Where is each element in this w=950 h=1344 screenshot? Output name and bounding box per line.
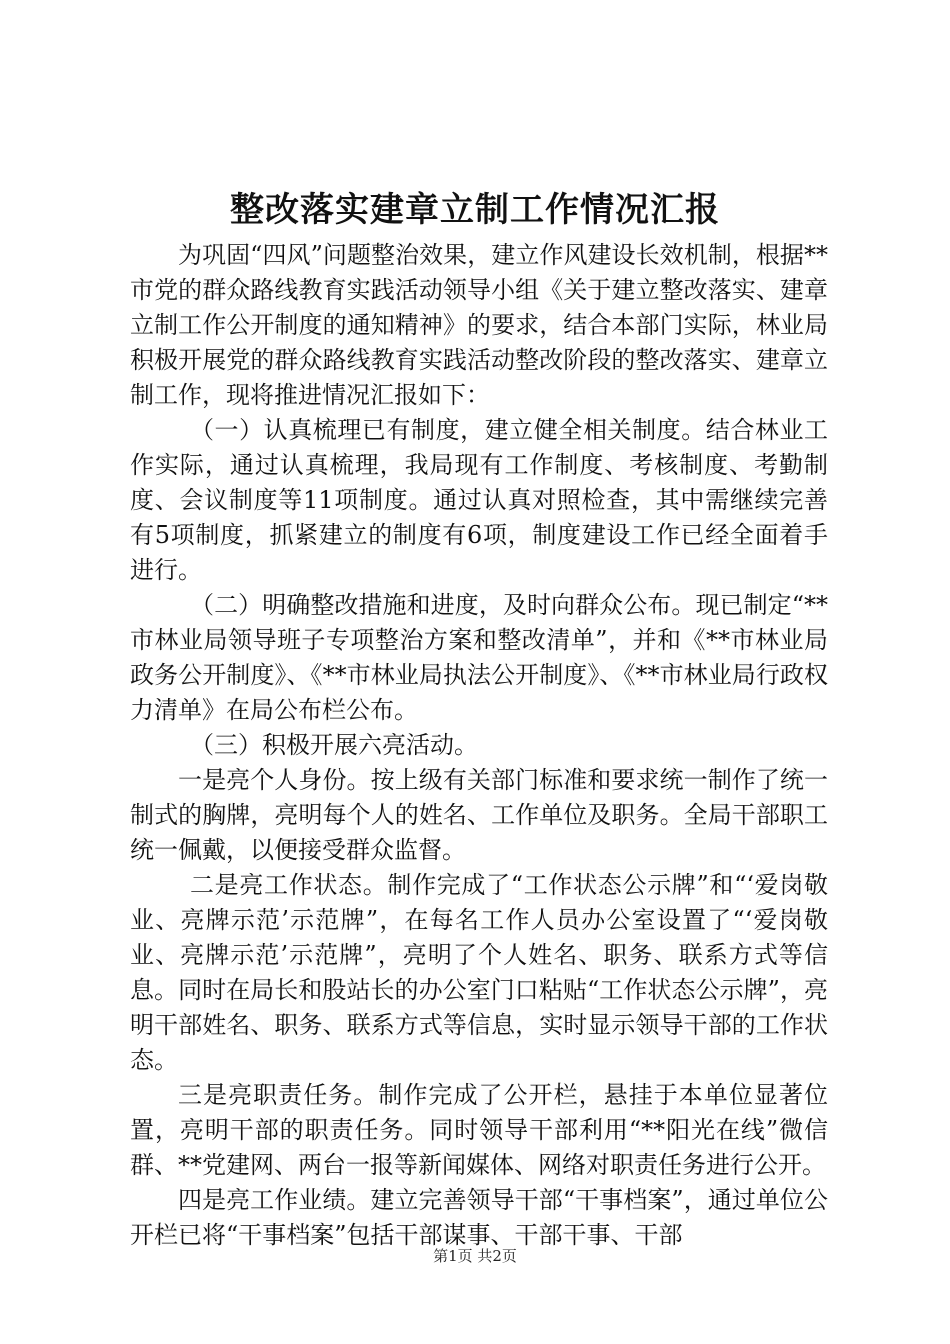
paragraph-section-1: （一）认真梳理已有制度，建立健全相关制度。结合林业工作实际，通过认真梳理，我局现有工作制度、考核制度、考勤制度、会议制度等11项制度。通过认真对照检查，其中需继续完善有5项制度，抓紧建立的制度有6项，制度建设工作已经全面着手进行。 — [130, 416, 828, 584]
paragraph-item-2: 二是亮工作状态。制作完成了“工作状态公示牌”和“‘爱岗敬业、亮牌示范’示范牌”，在每名工作人员办公室设置了“‘爱岗敬业、亮牌示范’示范牌”，亮明了个人姓名、职务、联系方式等信息。同时在局长和股站长的办公室门口粘贴“工作状态公示牌”，亮明干部姓名、职务、联系方式等信息，实时显示领导干部的工作状态。 — [130, 871, 828, 1074]
document-body — [130, 238, 828, 1253]
paragraph-section-2: （二）明确整改措施和进度，及时向群众公布。现已制定“**市林业局领导班子专项整治方案和整改清单”，并和《**市林业局政务公开制度》、《**市林业局执法公开制度》、《**市林业局行政权力清单》在局公布栏公布。 — [130, 591, 828, 724]
document-title: 整改落实建章立制工作情况汇报 — [230, 190, 720, 230]
paragraph-intro: 为巩固“四风”问题整治效果，建立作风建设长效机制，根据**市党的群众路线教育实践活动领导小组《关于建立整改落实、建章立制工作公开制度的通知精神》的要求，结合本部门实际，林业局积极开展党的群众路线教育实践活动整改阶段的整改落实、建章立制工作，现将推进情况汇报如下： — [130, 241, 828, 409]
paragraph-section-3: （三）积极开展六亮活动。 — [190, 731, 478, 759]
page-footer: 第1页 共2页 — [433, 1247, 517, 1265]
paragraph-item-1: 一是亮个人身份。按上级有关部门标准和要求统一制作了统一制式的胸牌，亮明每个人的姓名、工作单位及职务。全局干部职工统一佩戴，以便接受群众监督。 — [130, 766, 828, 864]
paragraph-item-4: 四是亮工作业绩。建立完善领导干部“干事档案”，通过单位公开栏已将“干事档案”包括干部谋事、干部干事、干部 — [130, 1186, 828, 1249]
paragraph-item-3: 三是亮职责任务。制作完成了公开栏，悬挂于本单位显著位置，亮明干部的职责任务。同时领导干部利用“**阳光在线”微信群、**党建网、两台一报等新闻媒体、网络对职责任务进行公开。 — [130, 1081, 828, 1179]
